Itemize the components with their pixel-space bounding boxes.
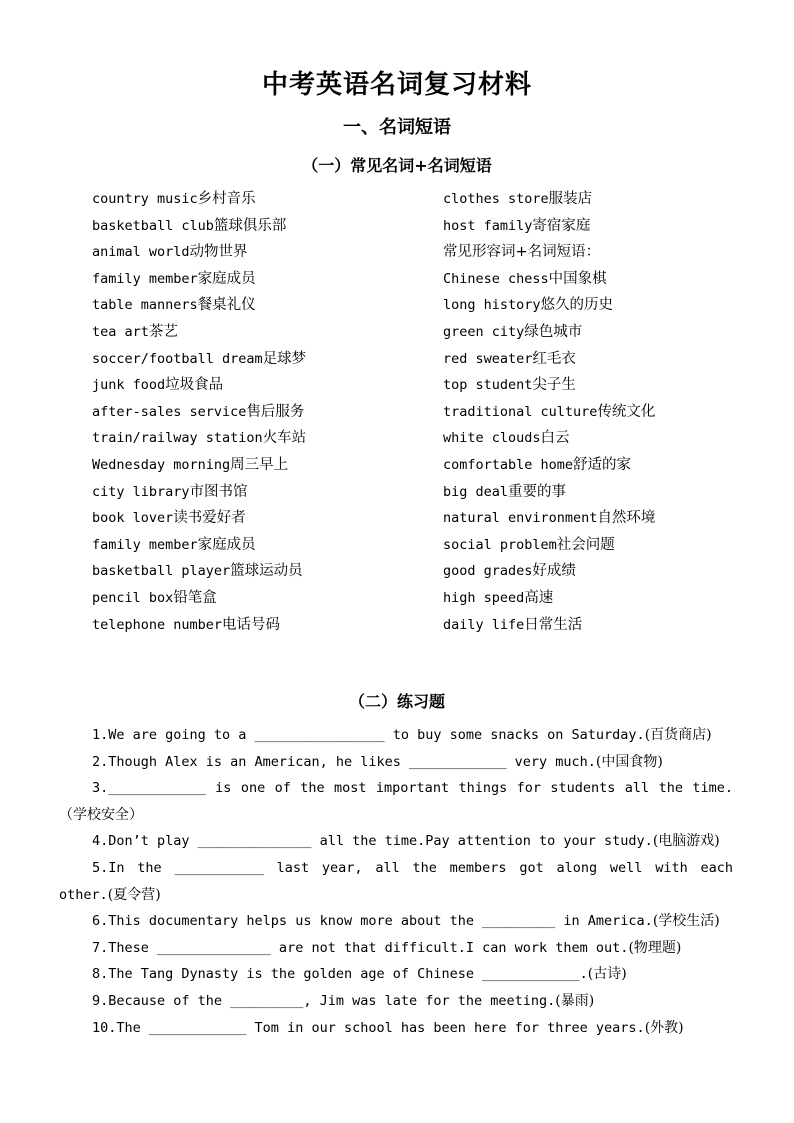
vocab-item (92, 399, 306, 426)
exercise-text: 3.____________ is one of the most important things for students all the time. (92, 780, 733, 797)
vocab-english: good grades (443, 563, 533, 580)
vocab-chinese: 常见形容词+名词短语： (443, 244, 601, 261)
exercise-hint: (百货商店) (644, 727, 712, 743)
vocab-english: high speed (443, 589, 525, 606)
vocab-item (92, 319, 306, 346)
vocab-english: table manners (92, 297, 198, 314)
vocab-item (443, 346, 655, 373)
exercise-hint: (外教) (644, 1019, 684, 1036)
exercise-item (59, 828, 733, 855)
vocab-english: top student (443, 377, 533, 394)
vocab-item (92, 186, 306, 213)
exercise-text: 9.Because of the _________, Jim was late for the meeting. (92, 992, 556, 1009)
vocab-item (443, 239, 655, 266)
vocab-english: family member (92, 270, 198, 287)
vocab-item (443, 532, 655, 559)
vocab-item (443, 319, 655, 346)
vocab-english: traditional culture (443, 403, 598, 420)
exercise-text: 7.These ______________ are not that difficult.I can work them out. (92, 939, 629, 956)
exercise-text: 6.This documentary helps us know more about the _________ in America. (92, 913, 653, 930)
vocab-english: Wednesday morning (92, 456, 231, 473)
exercise-hint: (中国食物) (595, 753, 663, 770)
vocab-item (92, 479, 306, 506)
vocab-chinese: 社会问题 (556, 536, 615, 553)
vocab-english: daily life (443, 616, 525, 633)
vocab-chinese: 茶艺 (148, 323, 178, 340)
vocab-chinese: 篮球运动员 (230, 563, 303, 580)
vocab-item (92, 505, 306, 532)
vocab-english: animal world (92, 244, 190, 261)
vocab-item (92, 346, 306, 373)
vocab-english: basketball player (92, 563, 231, 580)
vocab-item (443, 425, 655, 452)
vocab-english: natural environment (443, 510, 598, 527)
vocab-chinese: 悠久的历史 (540, 297, 614, 314)
exercise-hint: (夏令营) (107, 886, 161, 903)
vocab-english: junk food (92, 377, 166, 394)
vocab-english: comfortable home (443, 456, 574, 473)
exercise-item (59, 855, 733, 908)
vocab-item (443, 186, 655, 213)
section-heading: 一、名词短语 (343, 117, 451, 138)
vocab-chinese: 火车站 (262, 430, 307, 447)
vocab-english: after-sales service (92, 403, 247, 420)
exercise-item (59, 908, 733, 935)
vocab-english: telephone number (92, 616, 223, 633)
vocab-item (92, 452, 306, 479)
vocab-chinese: 红毛衣 (532, 350, 576, 367)
vocab-chinese: 高速 (524, 589, 554, 606)
vocab-item (443, 612, 655, 639)
exercise-item (59, 775, 733, 828)
vocab-chinese: 售后服务 (246, 403, 305, 420)
vocab-item (92, 558, 306, 585)
exercise-text: 4.Don’t play ______________ all the time.Pay attention to your study. (92, 833, 653, 850)
vocab-item (92, 266, 306, 293)
vocab-item (443, 479, 655, 506)
vocab-item (443, 452, 655, 479)
vocab-item (443, 399, 655, 426)
vocab-chinese: 日常生活 (524, 616, 583, 633)
vocab-chinese: 篮球俱乐部 (213, 217, 287, 234)
exercise-list (59, 722, 733, 1041)
vocab-chinese: 家庭成员 (197, 270, 256, 287)
exercise-text: 5.In the ___________ last year, all the members got along well with each other. (59, 859, 733, 903)
exercise-text: 8.The Tang Dynasty is the golden age of Chinese ____________. (92, 966, 588, 983)
vocab-chinese: 餐桌礼仪 (197, 297, 256, 314)
vocab-chinese: 服装店 (548, 191, 593, 207)
vocab-english: green city (443, 323, 525, 340)
vocab-item (443, 292, 655, 319)
exercise-item (59, 988, 733, 1015)
exercise-hint: (学校生活) (652, 913, 720, 930)
vocab-english: tea art (92, 323, 149, 340)
page-title: 中考英语名词复习材料 (261, 70, 532, 100)
vocab-chinese: 中国象棋 (548, 270, 607, 287)
vocab-chinese: 好成绩 (532, 563, 576, 580)
vocab-item (92, 372, 306, 399)
vocab-english: family member (92, 536, 198, 553)
vocab-english: clothes store (443, 191, 549, 207)
vocab-chinese: 传统文化 (597, 403, 656, 420)
exercise-item (59, 961, 733, 988)
vocab-item (92, 425, 306, 452)
exercise-item (59, 1015, 733, 1042)
vocab-english: big deal (443, 483, 509, 500)
vocab-item (443, 585, 655, 612)
exercise-item (59, 722, 733, 749)
vocab-english: train/railway station (92, 430, 263, 447)
vocab-list-left (92, 186, 306, 638)
vocab-chinese: 电话号码 (222, 616, 281, 633)
vocab-chinese: 乡村音乐 (197, 191, 256, 207)
vocab-english: white clouds (443, 430, 541, 447)
exercise-hint: (物理题) (628, 939, 682, 956)
vocab-chinese: 动物世界 (189, 244, 248, 261)
vocab-chinese: 市图书馆 (189, 483, 248, 500)
vocab-english: city library (92, 483, 190, 500)
vocab-chinese: 家庭成员 (197, 536, 256, 553)
vocab-english: Chinese chess (443, 270, 549, 287)
subsection-heading-vocab: （一）常见名词+名词短语 (302, 156, 492, 175)
vocab-item (443, 213, 655, 240)
vocab-item (92, 585, 306, 612)
vocab-item (92, 213, 306, 240)
vocab-english: social problem (443, 536, 557, 553)
vocab-list-right (443, 186, 655, 638)
exercise-hint: (电脑游戏) (652, 833, 720, 850)
vocab-chinese: 自然环境 (597, 510, 656, 527)
vocab-item (92, 612, 306, 639)
vocab-chinese: 舒适的家 (573, 456, 632, 473)
vocab-chinese: 寄宿家庭 (532, 217, 591, 234)
vocab-chinese: 足球梦 (262, 350, 307, 367)
vocab-chinese: 绿色城市 (524, 323, 583, 340)
exercise-hint: (暴雨) (555, 992, 595, 1009)
vocab-english: host family (443, 217, 533, 234)
vocab-english: red sweater (443, 350, 533, 367)
vocab-english: pencil box (92, 589, 174, 606)
vocab-chinese: 读书爱好者 (173, 510, 246, 527)
vocab-english: soccer/football dream (92, 350, 263, 367)
vocab-chinese: 重要的事 (508, 483, 567, 500)
exercise-text: 1.We are going to a ________________ to buy some snacks on Saturday. (92, 727, 645, 743)
vocab-english: book lover (92, 510, 174, 527)
exercise-hint: (古诗) (587, 966, 627, 983)
vocab-item (92, 292, 306, 319)
exercise-hint: （学校安全） (59, 806, 143, 823)
exercise-item (59, 749, 733, 776)
vocab-chinese: 周三早上 (230, 456, 289, 473)
vocab-item (92, 239, 306, 266)
vocab-chinese: 铅笔盒 (173, 589, 217, 606)
vocab-item (443, 558, 655, 585)
vocab-english: country music (92, 191, 198, 207)
vocab-item (443, 372, 655, 399)
vocab-item (443, 266, 655, 293)
vocab-chinese: 尖子生 (532, 377, 576, 394)
vocab-item (92, 532, 306, 559)
vocab-item (443, 505, 655, 532)
exercise-item (59, 935, 733, 962)
vocab-chinese: 白云 (540, 430, 570, 447)
exercise-text: 10.The ____________ Tom in our school has been here for three years. (92, 1019, 645, 1036)
subsection-heading-exercises: （二）练习题 (348, 692, 445, 711)
vocab-english: long history (443, 297, 541, 314)
exercise-text: 2.Though Alex is an American, he likes ____________ very much. (92, 753, 596, 770)
vocab-english: basketball club (92, 217, 214, 234)
vocab-chinese: 垃圾食品 (165, 377, 224, 394)
